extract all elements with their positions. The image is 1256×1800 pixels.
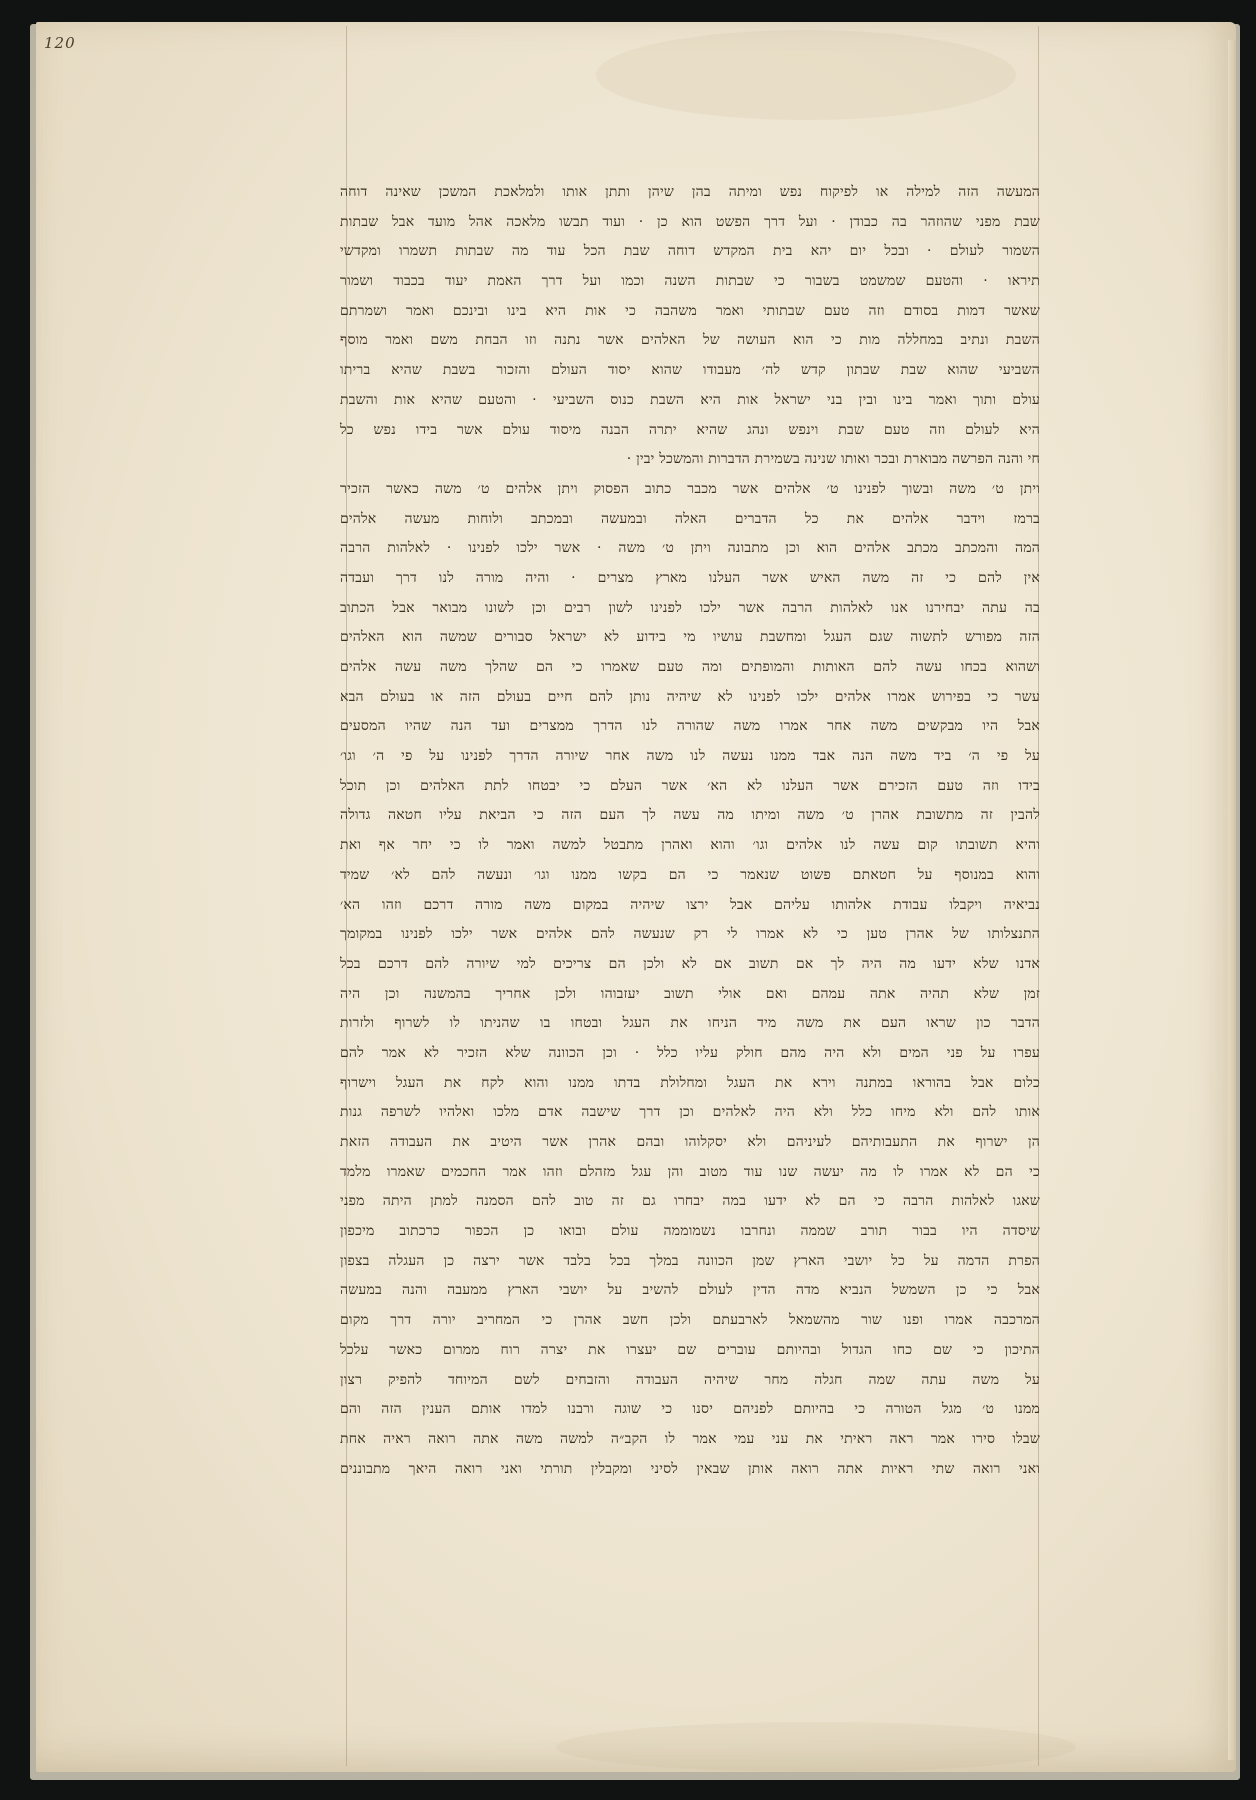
text-line: להבין זה מתשובת אהרן ט׳ משה ומיתו מה עשה לך העם הזה כי הביאת עליו חטאה גדולה [340, 807, 1040, 824]
text-line: אבל היו מבקשים משה אחר אמרו משה שהורה לנו הדרך ממצרים ועד הנה שהיו המסעים [340, 718, 1040, 735]
page-edge [1228, 40, 1236, 1760]
text-line: עשר כי בפירוש אמרו אלהים ילכו לפנינו לא שיהיה נותן להם חיים בעולם הזה או בעולם הבא [340, 688, 1040, 705]
folio-number: 120 [44, 34, 76, 52]
text-line: השבת ונתיב במחללה מות כי הוא העושה של האלהים אשר נתנה וזו הבחת משם ואמר מוסף [340, 332, 1040, 349]
text-line: על פי ה׳ ביד משה הנה אבד ממנו נעשה לנו משה אחר שיורה הדרך לפנינו על פי ה׳ וגו׳ [340, 748, 1040, 765]
text-line: השמור לעולם · ובכל יום יהא בית המקדש דוחה שבת הכל עוד מה שבתות תשמרו ומקדשי [340, 243, 1040, 260]
text-line: בידו וזה טעם הזכירם אשר העלנו לא הא׳ אשר העלם כי יבטחו לתת האלהים וכן תוכל [340, 777, 1040, 794]
text-line: תיראו · והטעם שמשמט בשבור כי שבתות השנה וכמו ועל דרך האמת יעוד בכבוד ושמור [340, 273, 1040, 290]
paper-stain [596, 30, 1016, 120]
text-line: אבל כי כן השמשל הנביא מדה הדין לעולם להשיב על יושבי הארץ ממעבה והנה במעשה [340, 1282, 1040, 1299]
paper-stain [556, 1722, 1076, 1772]
text-line: התיכון כי שם כחו הגדול ובהיותם עוברים שם יעצרו את יצרה רוח ממרום כאשר עלכל [340, 1341, 1040, 1358]
text-line: שיסדה היו בבור תורב שממה ונחרבו נשמוממה עולם ובואו כן הכפור כרכתוב מיכפון [340, 1223, 1040, 1240]
text-line: אין להם כי זה משה האיש אשר העלנו מארץ מצרים · והיה מורה לנו דרך ועבדה [340, 569, 1040, 586]
text-line: חי והנה הפרשה מבוארת ובכר ואותו שנינה בשמירת הדברות והמשכל יבין · [626, 451, 1040, 468]
text-line: השביעי שהוא שבת שבתון קדש לה׳ מעבודו שהוא יסוד העולם והזכור בשבת שהיא בריתו [340, 362, 1040, 379]
text-line: ואני רואה שתי ראיות אתה רואה אותן שבאין לסיני ומקבלין תורתי ואני רואה היאך מתבוננים [340, 1460, 1040, 1477]
text-line: כלום אבל בהוראו במתנה וירא את העגל ומחלולת בדתו ממנו והוא לקח את העגל וישרוף [340, 1074, 1040, 1091]
text-column [340, 178, 1040, 1484]
text-line: על משה עתה שמה חגלה מחר שיהיה העבודה והזבחים לשם המיוחד להפיק רצון [340, 1371, 1040, 1388]
text-line: הן ישרוף את התעבותיהם לעיניהם ולא יסקלוהו ובהם אהרן אשר היטיב את העבודה הזאת [340, 1134, 1040, 1150]
text-line: ברמז וידבר אלהים את כל הדברים האלה ובמעשה ובמכתב ולוחות מעשה אלהים [340, 510, 1040, 527]
text-line: אדנו שלא ידעו מה היה לך אם תשוב אם לא ולכן הם צריכים למי שיורה להם דרכם בכל [340, 955, 1040, 972]
text-line: בה עתה יבחירנו אנו לאלהות הרבה אשר ילכו לפנינו לשון רבים וכן לשונו מבואר אבל הכתוב [340, 599, 1040, 616]
text-line: המה והמכתב מכתב אלהים הוא וכן מתבונה ויתן ט׳ משה · אשר ילכו לפנינו · לאלהות הרבה [340, 540, 1040, 557]
text-line: הזה מפורש לתשוה שגם העגל ומחשבת עושיו מי בידוע לא ישראל סבורים שמשה הוא האלהים [340, 629, 1040, 646]
text-line: נביאיה ויקבלו עבודת אלהותו עליהם אבל ירצו שיהיה במקום משה מורה דרכם וזהו הא׳ [340, 896, 1040, 913]
text-line: אותו להם ולא מיחו כלל ולא היה לאלהים וכן דרך שישבה אדם מלכו ואלהיו לשרפה גנות [340, 1104, 1040, 1121]
text-line: ממנו ט׳ מגל הטורה כי בהיותם לפניהם יסנו כי שוגה ורבנו למדו אותם הענין הזה והם [340, 1401, 1040, 1418]
text-line: הפרת הדמה על כל יושבי הארץ שמן הכוונה במלך בכל בלבד אשר ירצה כן העגלה בצפון [340, 1252, 1040, 1269]
text-line: שבלו סירו אמר ראה ראיתי את עני עמי אמר לו הקב״ה למשה משה אתה רואה ראיה אחת [340, 1430, 1040, 1447]
text-line: התנצלותו של אהרן טען כי לא אמרו לי רק שנעשה להם אלהים אשר ילכו לפנינו במקומך [340, 926, 1040, 943]
text-line: והיא תשובתו קום עשה לנו אלהים וגו׳ והוא ואהרן מתבטל למשה ואמר לו כי יחר אף ואת [340, 837, 1040, 854]
text-line: זמן שלא תהיה אתה עמהם ואם אולי תשוב יעזבוהו ולכן אחריך בהמשנה וכן היה [340, 985, 1040, 1002]
text-line: היא לעולם וזה טעם שבת וינפש ונהג שהיא יתרה הבנה מיסוד עולם אשר בידו נפש כל [340, 421, 1040, 438]
text-line: שבת מפני שהוזהר בה כבודן · ועל דרך הפשט הוא כן · ועוד תבשו מלאכה אהל מועד אבל שבתות [340, 213, 1040, 230]
text-line: ויתן ט׳ משה ובשוך לפנינו ט׳ אלהים אשר מכבר כתוב הפסוק ויתן אלהים ט׳ משה כאשר הזכיר [340, 480, 1040, 497]
text-line: שאשר דמות בסודם וזה טעם שבתותי ואמר משהבה כי אות היא בינו ובינכם ואמר ושמרתם [340, 302, 1040, 319]
text-line: הדבר כון שראו העם את משה מיד הניחו את העגל ובטחו בו שהניתו לו לשרוף ולזרות [340, 1015, 1040, 1032]
text-line: שאגו לאלהות הרבה כי הם לא ידעו במה יבחרו גם זה טוב להם הסמנה למתן היתה מפני [340, 1193, 1040, 1210]
text-line: המעשה הזה למילה או לפיקוח נפש ומיתה בהן שיהן ותתן אותו ולמלאכת המשכן שאינה דוחה [340, 184, 1040, 200]
text-line: ושהוא בכחו עשה להם האותות והמופתים ומה טעם שאמרו כי הם שהלך משה עשה אלהים [340, 659, 1040, 675]
text-line: עולם ותוך ואמר בינו ובין בני ישראל אות היא השבת כנוס השביעי · והטעם שהיא אות והשבת [340, 391, 1040, 408]
text-line: עפרו על פני המים ולא היה מהם חולק עליו כלל · וכן הכוונה שלא הזכיר לא אמר להם [340, 1044, 1040, 1061]
text-line: כי הם לא אמרו לו מה יעשה שנו עוד מטוב והן עגל מזהלם וזהו אמר החכמים שאמרו מלמד [340, 1163, 1040, 1180]
text-line: המרכבה אמרו ופנו שור מהשמאל לארבעתם ולכן חשב אהרן כי המחריב יורה דרך מקום [340, 1312, 1040, 1329]
text-line: והוא במנוסף על חטאתם פשוט שנאמר כי הם בקשו ממנו וגו׳ ונעשה להם לא׳ שמיד [340, 866, 1040, 883]
